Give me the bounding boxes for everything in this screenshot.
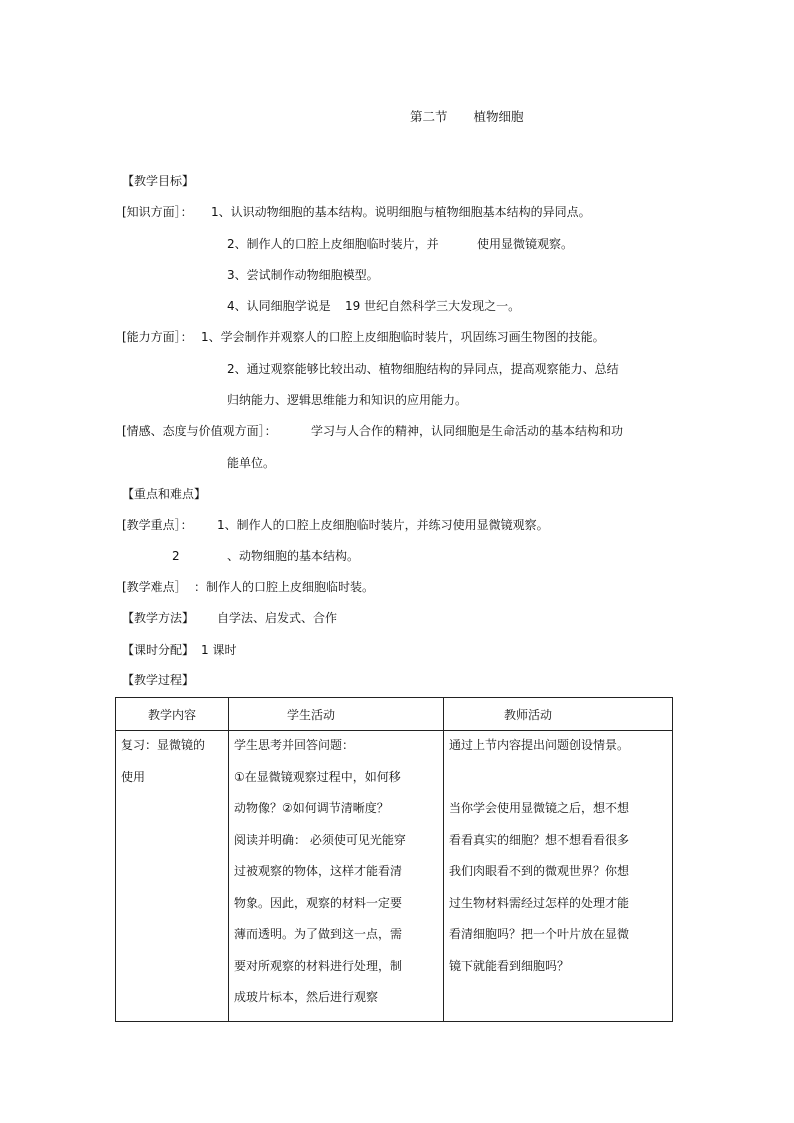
- emotion-line-2: 能单位。: [227, 456, 276, 470]
- process-table: [115, 697, 673, 1022]
- cell-content: [116, 731, 229, 1022]
- knowledge-line-3: 3、尝试制作动物细胞模型。: [227, 268, 379, 282]
- difficulty-label: [教学难点］: [122, 580, 187, 594]
- student-line: 要对所观察的材料进行处理，制: [234, 958, 403, 973]
- table-header-row: [116, 698, 673, 731]
- column-header-teacher: 教师活动: [444, 698, 673, 731]
- focus-line-2-number: 2: [172, 549, 180, 563]
- content-line: 使用: [121, 769, 146, 784]
- content-line: 复习：显微镜的: [121, 738, 206, 752]
- teacher-line: [449, 769, 668, 801]
- page-title: [410, 109, 524, 125]
- column-header-content: 教学内容: [116, 698, 229, 731]
- column-header-student: 学生活动: [229, 698, 444, 731]
- student-line: 学生思考并回答问题：: [234, 738, 355, 752]
- cell-teacher: [444, 731, 673, 1022]
- emotion-line-1: 学习与人合作的精神，认同细胞是生命活动的基本结构和功: [311, 424, 624, 438]
- key-points-heading: 【重点和难点】: [122, 487, 207, 501]
- objectives-heading: 【教学目标】: [122, 174, 195, 188]
- knowledge-label: [知识方面］：: [122, 205, 193, 219]
- student-line: 薄而透明。为了做到这一点，需: [234, 927, 403, 941]
- focus-line-2-text: 、动物细胞的基本结构。: [227, 549, 360, 563]
- ability-line-1: 1、学会制作并观察人的口腔上皮细胞临时装片，巩固练习画生物图的技能。: [201, 330, 605, 344]
- section-title: 植物细胞: [473, 109, 524, 124]
- schedule-label: 【课时分配】: [122, 643, 195, 657]
- table-row: [116, 731, 673, 1022]
- student-line: 动物像？②如何调节清晰度？: [234, 801, 389, 815]
- student-line: 过被观察的物体，这样才能看清: [234, 864, 403, 878]
- knowledge-line-1: 1、认识动物细胞的基本结构。说明细胞与植物细胞基本结构的异同点。: [211, 205, 591, 219]
- difficulty-value: ：制作人的口腔上皮细胞临时装。: [194, 580, 375, 594]
- cell-student: [229, 731, 444, 1022]
- teacher-line: 镜下就能看到细胞吗？: [449, 958, 570, 973]
- teacher-line: 我们肉眼看不到的微观世界？你想: [449, 864, 630, 878]
- student-line: ①在显微镜观察过程中，如何移: [234, 769, 401, 784]
- emotion-label: [情感、态度与价值观方面］：: [122, 424, 277, 438]
- process-heading: 【教学过程】: [122, 673, 195, 687]
- knowledge-line-2b: 使用显微镜观察。: [477, 237, 574, 251]
- teacher-line: 当你学会使用显微镜之后，想不想: [449, 801, 630, 815]
- ability-line-3: 归纳能力、逻辑思维能力和知识的应用能力。: [227, 393, 468, 407]
- knowledge-line-2a: 2、制作人的口腔上皮细胞临时装片，并: [227, 237, 439, 251]
- teacher-line: 看清细胞吗？把一个叶片放在显微: [449, 927, 630, 941]
- method-value: 自学法、启发式、合作: [217, 611, 338, 625]
- teacher-line: 通过上节内容提出问题创设情景。: [449, 738, 630, 752]
- teacher-line: 看看真实的细胞？想不想看看很多: [449, 832, 630, 847]
- ability-line-2: 2、通过观察能够比较出动、植物细胞结构的异同点，提高观察能力、总结: [227, 362, 619, 376]
- ability-label: [能力方面］：: [122, 330, 193, 344]
- knowledge-line-4b: 19 世纪自然科学三大发现之一。: [345, 299, 521, 313]
- student-line: 阅读并明确： 必须使可见光能穿: [234, 832, 406, 847]
- student-line: 物象。因此，观察的材料一定要: [234, 895, 403, 910]
- focus-line-1: 1、制作人的口腔上皮细胞临时装片，并练习使用显微镜观察。: [217, 518, 549, 532]
- schedule-value: 1 课时: [201, 643, 237, 657]
- student-line: 成玻片标本，然后进行观察: [234, 990, 379, 1004]
- teacher-line: 过生物材料需经过怎样的处理才能: [449, 895, 630, 910]
- knowledge-line-4a: 4、认同细胞学说是: [227, 299, 331, 313]
- section-number: 第二节: [410, 109, 448, 124]
- method-label: 【教学方法】: [122, 611, 195, 625]
- focus-label: [教学重点］：: [122, 518, 193, 532]
